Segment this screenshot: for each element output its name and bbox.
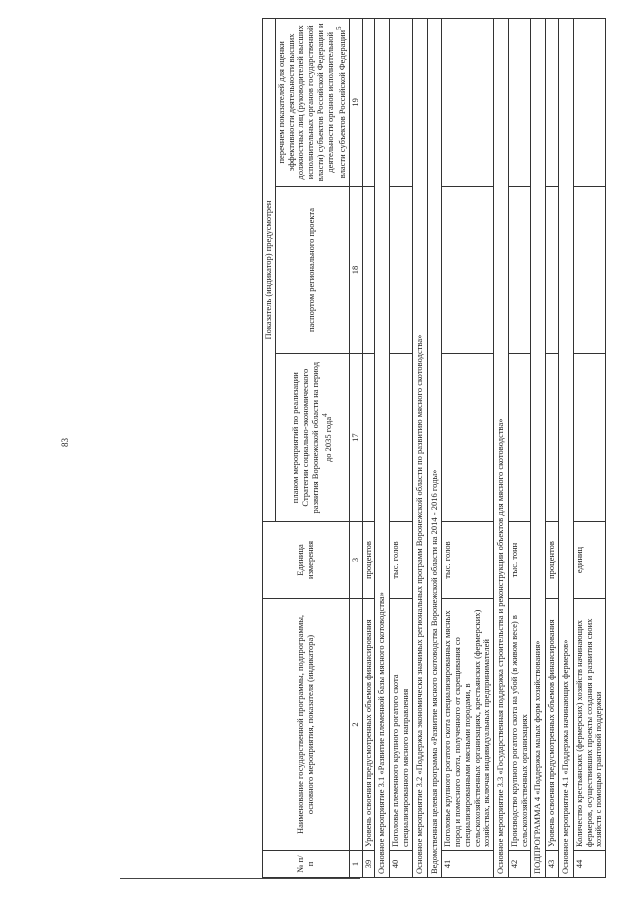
table-row [390,19,413,878]
empty-cell [390,19,413,187]
row-number: 42 [508,851,531,878]
row-number: 40 [390,851,413,878]
section-title: ПОДПРОГРАММА 4 «Поддержка малых форм хозяйствования» [531,19,546,878]
header-plan: планом мероприятий по реализации Стратегии социально-экономического развития Воронежской области на период до 2035 года$^4$ [275,354,349,522]
indicator-name: Уровень освоения предусмотренных объемов финансирования [362,599,375,851]
empty-cell [573,354,605,522]
empty-cell [546,19,559,187]
unit-cell: тыс. голов [442,522,494,599]
section-row [375,19,390,878]
unit-cell: единиц [573,522,605,599]
section-title: Основное мероприятие 3.1 «Развитие племенной базы мясного скотоводства» [375,19,390,878]
footnote-divider [120,878,360,879]
unit-cell: процентов [546,522,559,599]
indicator-name: Поголовье племенного крупного рогатого скота специализированного мясного направления [390,599,413,851]
empty-cell [362,354,375,522]
unit-cell: процентов [362,522,375,599]
header-group: Показатель (индикатор) предусмотрен [263,19,276,522]
empty-cell [546,186,559,354]
empty-cell [390,186,413,354]
header-passport: паспортом регионального проекта [275,186,349,354]
empty-cell [442,186,494,354]
section-row [531,19,546,878]
row-number: 43 [546,851,559,878]
row-number: 39 [362,851,375,878]
indicator-name: Поголовье крупного рогатого скота специализированных мясных пород и помесного скота, полученного от скрещивания со специализированными мясными породами, в сельскохозяйственных организациях, крестьянских (фермерских) хозяйствах, включая индивидуальных предпринимателей [442,599,494,851]
section-title: Ведомственная целевая программа «Развитие мясного скотоводства Воронежской области на 2014 - 2016 годы» [427,19,442,878]
empty-cell [442,19,494,187]
section-title: Основное мероприятие 3.2 «Поддержка экономически значимых региональных программ Воронежской области по развитию мясного скотоводства» [412,19,427,878]
table-row [508,19,531,878]
table-row [442,19,494,878]
indicators-table [262,18,606,878]
header-name: Наименование государственной программы, подпрограммы, основного мероприятия, показателя (индикатора) [263,599,350,851]
section-title: Основное мероприятие 4.1 «Поддержка начинающих фермеров» [558,19,573,878]
empty-cell [362,186,375,354]
empty-cell [442,354,494,522]
section-row [494,19,509,878]
empty-cell [573,19,605,187]
table-row [573,19,605,878]
empty-cell [508,19,531,187]
table-row [362,19,375,878]
indicator-name: Производство крупного рогатого скота на убой (в живом весе) в сельскохозяйственных организациях [508,599,531,851]
header-no: № п/п [263,851,350,878]
row-number: 41 [442,851,494,878]
header-list: перечнем показателей для оценки эффективности деятельности высших должностных лиц (руководителей высших исполнительных органов государственной власти) субъектов Российской Федерации и деятельности органов исполнительной власти субъектов Российской Федерации$^5$ [275,19,349,187]
table-body [362,19,605,878]
empty-cell [508,354,531,522]
indicator-name: Уровень освоения предусмотренных объемов финансирования [546,599,559,851]
empty-cell [362,19,375,187]
header-unit: Единица измерения [263,522,350,599]
unit-cell: тыс. тонн [508,522,531,599]
section-row [558,19,573,878]
empty-cell [573,186,605,354]
section-row [412,19,427,878]
row-number: 44 [573,851,605,878]
table-row [546,19,559,878]
indicator-name: Количество крестьянских (фермерских) хозяйств начинающих фермеров, осуществивших проекты создания и развития своих хозяйств с помощью грантовой поддержки [573,599,605,851]
section-title: Основное мероприятие 3.3 «Государственная поддержка строительства и реконструкции объектов для мясного скотоводства» [494,19,509,878]
unit-cell: тыс. голов [390,522,413,599]
section-row [427,19,442,878]
index-row: 1 2 3 17 18 19 [349,19,362,878]
rotated-table-container [262,18,604,878]
empty-cell [508,186,531,354]
page-number: 83 [60,438,70,447]
empty-cell [390,354,413,522]
empty-cell [546,354,559,522]
